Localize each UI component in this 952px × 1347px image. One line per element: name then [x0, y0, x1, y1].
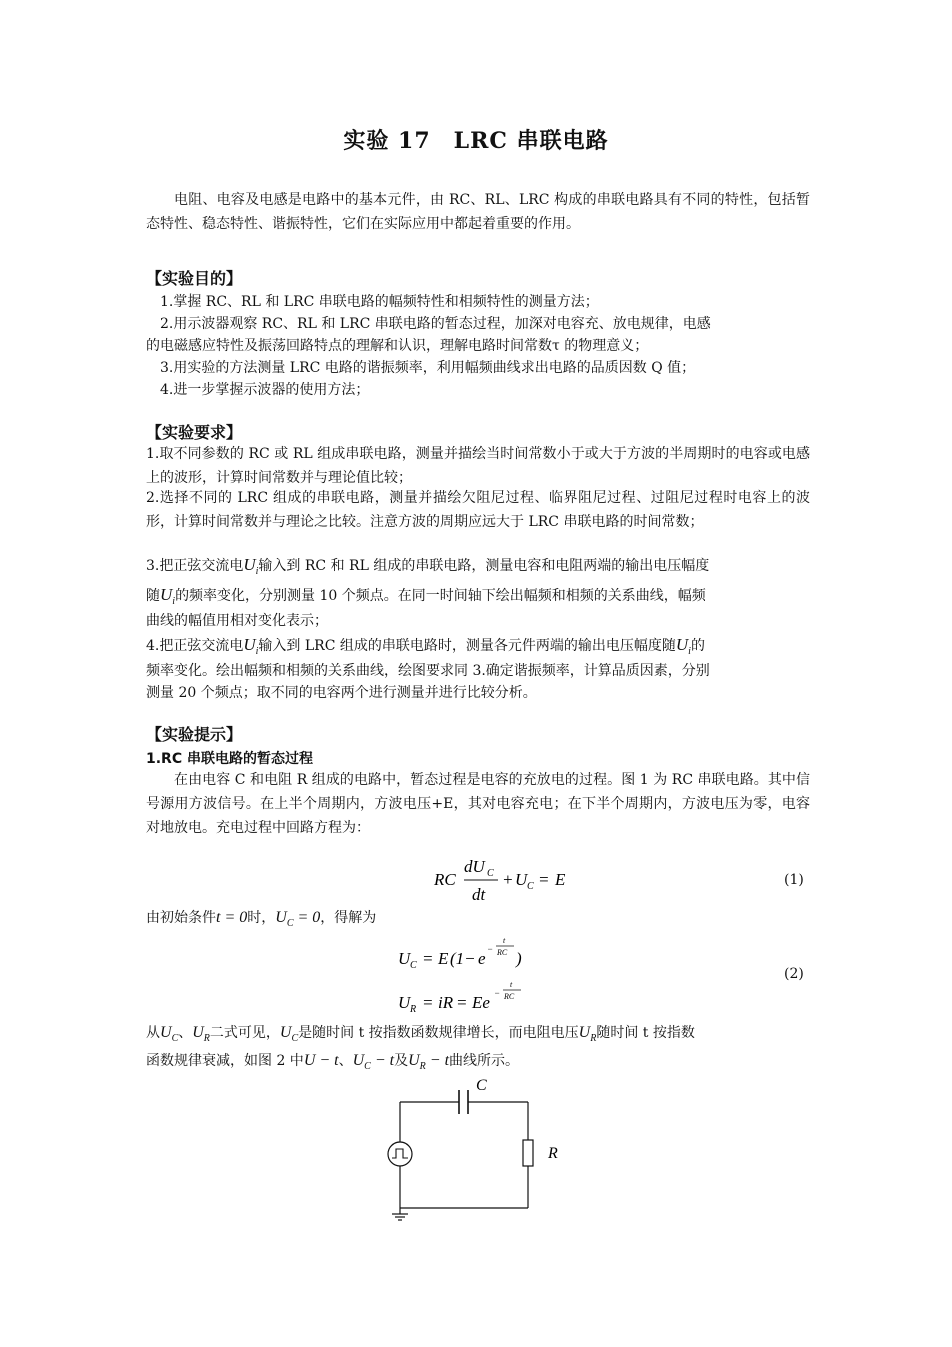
svg-text:t: t [503, 936, 506, 945]
initial-condition-line: 由初始条件t = 0时，$U_C = 0$，得解为 [146, 909, 377, 929]
purpose-item-1: 1.掌握 RC、RL 和 LRC 串联电路的幅频特性和相频特性的测量方法； [160, 294, 599, 310]
svg-text:e: e [478, 949, 486, 968]
svg-text:RC: RC [434, 870, 456, 889]
rc-circuit-diagram [380, 1074, 580, 1234]
svg-text:R: R [410, 1004, 417, 1015]
svg-text:(1−: (1− [450, 949, 476, 968]
svg-text:U: U [515, 870, 528, 889]
svg-text:dt: dt [472, 885, 486, 904]
resistor-icon [523, 1140, 533, 1166]
explanation-line-2: 函数规律衰减，如图 2 中U − t、$U_C - t$及$U_R - t$曲线所示。 [146, 1052, 520, 1072]
explanation-line-1: 从$U_C$、$U_R$二式可见，$U_C$是随时间 t 按指数函数规律增长，而电阻电压$U_R$随时间 t 按指数 [146, 1024, 695, 1044]
requirement-4-line-1: 4.把正弦交流电$U_i$输入到 LRC 组成的串联电路时，测量各元件两端的输出电压幅度随$U_i$的 [146, 635, 705, 657]
capacitor-label: C [476, 1077, 487, 1094]
requirement-3-line-1: 3.把正弦交流电$U_i$输入到 RC 和 RL 组成的串联电路，测量电容和电阻两端的输出电压幅度 [146, 555, 710, 577]
svg-text:+: + [502, 870, 514, 889]
purpose-item-4: 4.进一步掌握示波器的使用方法； [160, 382, 370, 398]
requirement-4-line-3: 测量 20 个频点；取不同的电容两个进行测量并进行比较分析。 [146, 685, 537, 701]
page-title: 实验 17 LRC 串联电路 [343, 128, 609, 154]
requirement-2: 2.选择不同的 LRC 组成的串联电路，测量并描绘欠阻尼过程、临界阻尼过程、过阻尼过程时电容上的波形，计算时间常数并与理论之比较。注意方波的周期应远大于 LRC 串联电路的时间常数； [146, 490, 810, 530]
requirement-3-line-2: 随$U_i$的频率变化，分别测量 10 个频点。在同一时间轴下绘出幅频和相频的关系曲线，幅频 [146, 585, 706, 607]
svg-text:=: = [422, 993, 434, 1012]
equation-1 [420, 852, 620, 908]
square-wave-glyph [392, 1149, 408, 1158]
svg-text:−: − [494, 988, 501, 998]
svg-text:−: − [487, 944, 494, 954]
purpose-item-2: 2.用示波器观察 RC、RL 和 LRC 串联电路的暂态过程，加深对电容充、放电规律，电感 [160, 316, 711, 332]
svg-text:E: E [438, 949, 449, 968]
purpose-item-3: 3.用实验的方法测量 LRC 电路的谐振频率，利用幅频曲线求出电路的品质因数 Q 值； [160, 360, 696, 376]
svg-text:U: U [398, 949, 411, 968]
purpose-heading: 【实验目的】 [146, 269, 243, 288]
svg-text:RC: RC [497, 948, 508, 957]
equation-2 [390, 932, 590, 1016]
svg-text:=: = [422, 949, 434, 968]
svg-text:E: E [555, 870, 566, 889]
svg-text:iR: iR [438, 993, 454, 1012]
svg-text:dU: dU [464, 857, 485, 876]
svg-text:C: C [487, 868, 494, 879]
requirements-heading: 【实验要求】 [146, 423, 243, 442]
requirement-4-line-2: 频率变化。绘出幅频和相频的关系曲线，绘图要求同 3.确定谐振频率，计算品质因素，分别 [146, 663, 710, 679]
svg-text:=: = [456, 993, 468, 1012]
purpose-item-2-cont: 的电磁感应特性及振荡回路特点的理解和认识，理解电路时间常数τ 的物理意义； [146, 338, 649, 354]
square-wave-source-icon [388, 1142, 412, 1166]
svg-text:t: t [510, 980, 513, 989]
equation-1-number: (1) [784, 872, 804, 888]
hints-subheading-rc: 1.RC 串联电路的暂态过程 [146, 751, 313, 767]
intro-paragraph: 电阻、电容及电感是电路中的基本元件，由 RC、RL、LRC 构成的串联电路具有不同的特性，包括暂态特性、稳态特性、谐振特性，它们在实际应用中都起着重要的作用。 [146, 192, 810, 232]
equation-2-number: (2) [784, 966, 804, 982]
requirement-1: 1.取不同参数的 RC 或 RL 组成串联电路，测量并描绘当时间常数小于或大于方波的半周期时的电容或电感上的波形，计算时间常数并与理论值比较； [146, 446, 810, 486]
svg-text:Ee: Ee [472, 993, 490, 1012]
svg-text:=: = [538, 870, 550, 889]
svg-text:): ) [516, 949, 522, 968]
resistor-label: R [548, 1145, 558, 1162]
hints-paragraph-1: 在由电容 C 和电阻 R 组成的电路中，暂态过程是电容的充放电的过程。图 1 为 RC 串联电路。其中信号源用方波信号。在上半个周期内，方波电压+E，其对电容充电；在下半个周期内，方波电压为零，电容对地放电。充电过程中回路方程为： [146, 772, 810, 836]
svg-text:C: C [410, 960, 417, 971]
requirement-3-line-3: 曲线的幅值用相对变化表示； [146, 613, 328, 629]
hints-heading: 【实验提示】 [146, 725, 243, 744]
svg-text:RC: RC [504, 992, 515, 1001]
svg-text:U: U [398, 993, 411, 1012]
svg-text:C: C [527, 881, 534, 892]
